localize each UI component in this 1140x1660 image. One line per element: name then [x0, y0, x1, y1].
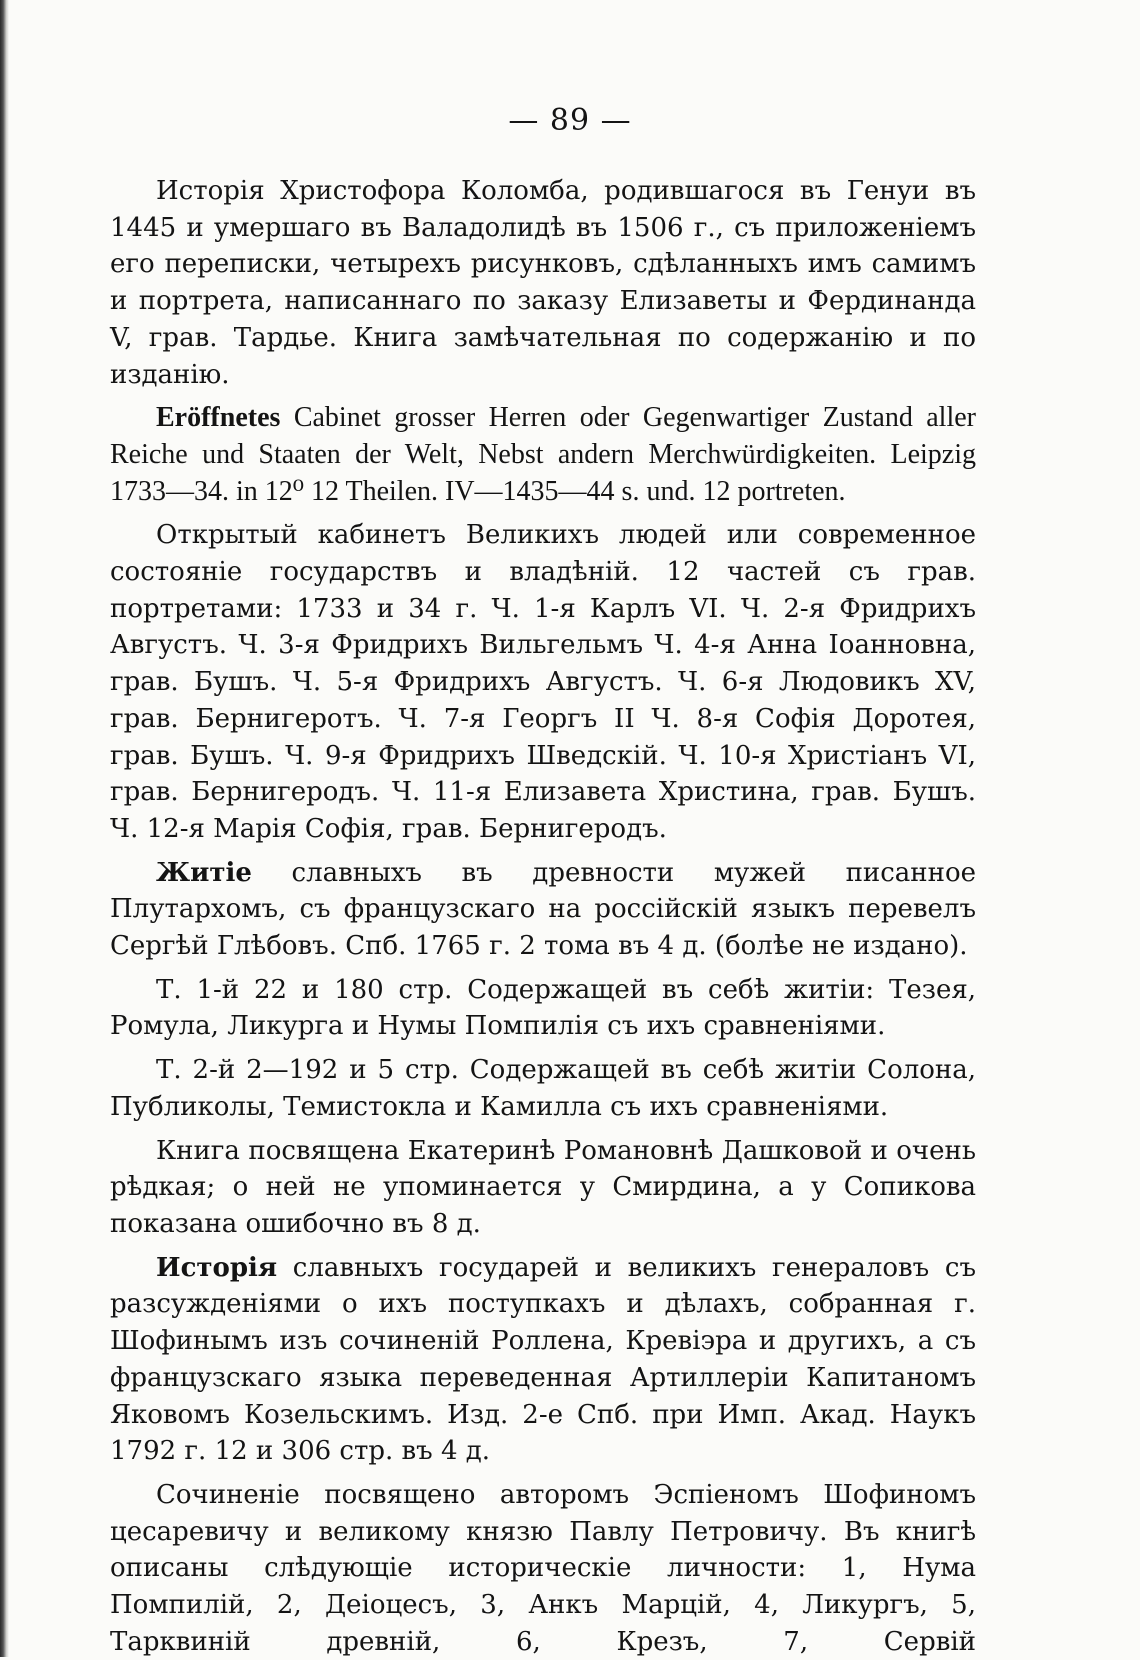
page-number: — 89 — [508, 103, 632, 138]
paragraph-cabinet-russian: Открытый кабинетъ Великихъ людей или современное состояніе государствъ и владѣній. 12 частей съ грав. портретами: 1733 и 34 г. Ч. 1-я Карлъ VI. Ч. 2-я Фридрихъ Августъ. Ч. 3-я Фридрихъ Вильгельмъ Ч. 4-я Анна Іоанновна, грав. Бушъ. Ч. 5-я Фридрихъ Августъ. Ч. 6-я Людовикъ XV, грав. Бернигеротъ. Ч. 7-я Георгъ II Ч. 8-я Софія Доротея, грав. Бушъ. Ч. 9-я Фридрихъ Шведскій. Ч. 10-я Христіанъ VI, грав. Бернигеродъ. Ч. 11-я Елизавета Христина, грав. Бушъ. Ч. 12-я Марія Софія, грав. Бернигеродъ. [110, 520, 976, 844]
paragraph-plutarch: Житіе славныхъ въ древности мужей писанное Плутархомъ, съ французскаго на россійскій языкъ перевелъ Сергѣй Глѣбовъ. Спб. 1765 г. 2 тома въ 4 д. (болѣе не издано). [110, 857, 976, 962]
paragraph-dedication-paul: Сочиненіе посвящено авторомъ Эспіеномъ Шофиномъ цесаревичу и великому князю Павлу Петровичу. Въ книгѣ описаны слѣдующіе историческіе личности: 1, Нума Помпилій, 2, Деіоцесъ, 3, Анкъ Марцій, 4, Ликургъ, 5, Тарквиній древній, 6, Крезъ, 7, Сервій [110, 1479, 976, 1657]
paragraph-dedication-dashkova: Книга посвящена Екатеринѣ Романовнѣ Дашковой и очень рѣдкая; о ней не упоминается у Смирдина, а у Сопикова показана ошибочно въ 8 д. [110, 1135, 976, 1239]
page-edge-shadow [0, 0, 9, 1657]
paragraph-columbus: Исторія Христофора Коломба, родившагося въ Генуи въ 1445 и умершаго въ Валадолидѣ въ 1506 г., съ приложеніемъ его переписки, четырехъ рисунковъ, сдѣланныхъ имъ самимъ и портрета, написаннаго по заказу Елизаветы и Фердинанда V, грав. Тардье. Книга замѣчательная по содержанію и по изданію. [110, 176, 976, 390]
paragraph-volume-2: Т. 2-й 2—192 и 5 стр. Содержащей въ себѣ житіи Солона, Публиколы, Темистокла и Камилла съ ихъ сравненіями. [110, 1055, 976, 1122]
paragraph-cabinet-german: Eröffnetes Cabinet grosser Herren oder Gegenwartiger Zustand aller Reiche und Staaten der Welt, Nebst andern Merchwürdigkeiten. Leipzig 1733—34. in 12⁰ 12 Theilen. IV—1435—44 s. und. 12 portreten. [110, 402, 976, 507]
paragraph-history-sovereigns: Исторія славныхъ государей и великихъ генераловъ съ разсужденіями о ихъ поступкахъ и дѣлахъ, собранная г. Шофинымъ изъ сочиненій Роллена, Кревіэра и другихъ, а съ французскаго языка переведенная Артиллеріи Капитаномъ Яковомъ Козельскимъ. Изд. 2-е Спб. при Имп. Акад. Наукъ 1792 г. 12 и 306 стр. въ 4 д. [110, 1252, 976, 1467]
page-body [110, 173, 976, 1660]
paragraph-volume-1: Т. 1-й 22 и 180 стр. Содержащей въ себѣ житіи: Тезея, Ромула, Ликурга и Нумы Помпилія съ ихъ сравненіями. [110, 974, 976, 1042]
